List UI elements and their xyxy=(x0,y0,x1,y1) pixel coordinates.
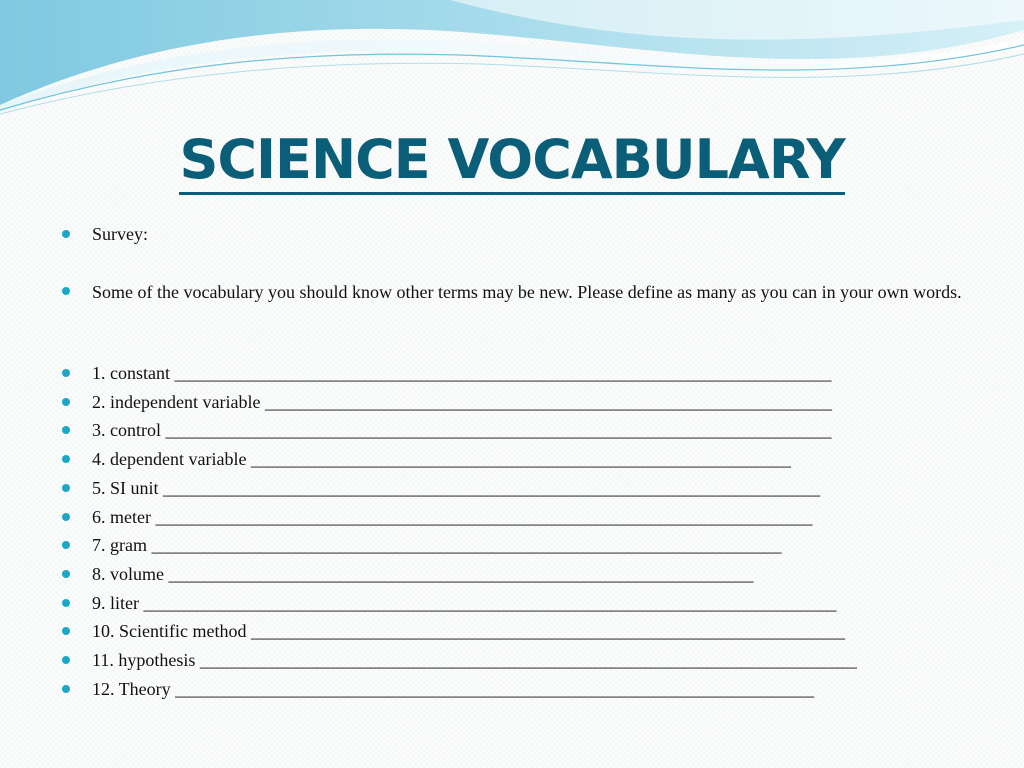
vocabulary-item xyxy=(92,562,754,586)
definition-blank[interactable]: _________________________________________________________________ xyxy=(168,564,754,584)
survey-label: Survey: xyxy=(92,224,148,244)
bullet-icon xyxy=(62,656,70,664)
vocabulary-term: 4. dependent variable xyxy=(92,449,247,469)
slide-title-text: SCIENCE VOCABULARY xyxy=(179,128,844,195)
definition-blank[interactable]: _________________________________________________________________________ xyxy=(199,650,857,670)
definition-blank[interactable]: ____________________________________________________________ xyxy=(250,449,791,469)
vocabulary-term: 7. gram xyxy=(92,535,147,555)
bullet-icon xyxy=(62,369,70,377)
definition-blank[interactable]: _________________________________________________________________________ xyxy=(163,478,821,498)
bullet-icon xyxy=(62,570,70,578)
vocabulary-item xyxy=(92,505,812,529)
bullet-icon xyxy=(62,455,70,463)
bullet-icon xyxy=(62,627,70,635)
vocabulary-term: 5. SI unit xyxy=(92,478,159,498)
vocabulary-item xyxy=(92,648,857,672)
vocabulary-item xyxy=(92,476,820,500)
bullet-icon xyxy=(62,398,70,406)
vocabulary-term: 2. independent variable xyxy=(92,392,261,412)
bullet-icon xyxy=(62,287,70,295)
vocabulary-item xyxy=(92,619,845,643)
vocabulary-item xyxy=(92,591,837,615)
bullet-icon xyxy=(62,513,70,521)
instructions-text: Some of the vocabulary you should know other terms may be new. Please define as many as you can in your own words. xyxy=(92,282,962,302)
vocabulary-term: 9. liter xyxy=(92,593,139,613)
vocabulary-item xyxy=(92,447,791,471)
bullet-icon xyxy=(62,230,70,238)
definition-blank[interactable]: _______________________________________________________________________ xyxy=(175,679,815,699)
vocabulary-item xyxy=(92,677,814,701)
bullet-icon xyxy=(62,685,70,693)
definition-blank[interactable]: _________________________________________________________________________ xyxy=(174,363,832,383)
vocabulary-term: 8. volume xyxy=(92,564,164,584)
vocabulary-term: 12. Theory xyxy=(92,679,171,699)
vocabulary-term: 6. meter xyxy=(92,507,151,527)
slide-title xyxy=(0,128,1024,195)
vocabulary-item xyxy=(92,533,781,557)
vocabulary-term: 10. Scientific method xyxy=(92,621,247,641)
header-wave-decoration xyxy=(0,0,1024,120)
vocabulary-item xyxy=(92,390,832,414)
bullet-icon xyxy=(62,599,70,607)
bullet-icon xyxy=(62,484,70,492)
vocabulary-item xyxy=(92,418,832,442)
definition-blank[interactable]: __________________________________________________________________________ xyxy=(165,420,832,440)
vocabulary-term: 11. hypothesis xyxy=(92,650,196,670)
definition-blank[interactable]: ______________________________________________________________________ xyxy=(151,535,782,555)
definition-blank[interactable]: _______________________________________________________________ xyxy=(264,392,832,412)
definition-blank[interactable]: __________________________________________________________________ xyxy=(250,621,845,641)
bullet-icon xyxy=(62,541,70,549)
vocabulary-term: 1. constant xyxy=(92,363,170,383)
vocabulary-term: 3. control xyxy=(92,420,161,440)
definition-blank[interactable]: _____________________________________________________________________________ xyxy=(143,593,837,613)
bullet-icon xyxy=(62,426,70,434)
definition-blank[interactable]: _________________________________________________________________________ xyxy=(155,507,813,527)
vocabulary-item xyxy=(92,361,832,385)
